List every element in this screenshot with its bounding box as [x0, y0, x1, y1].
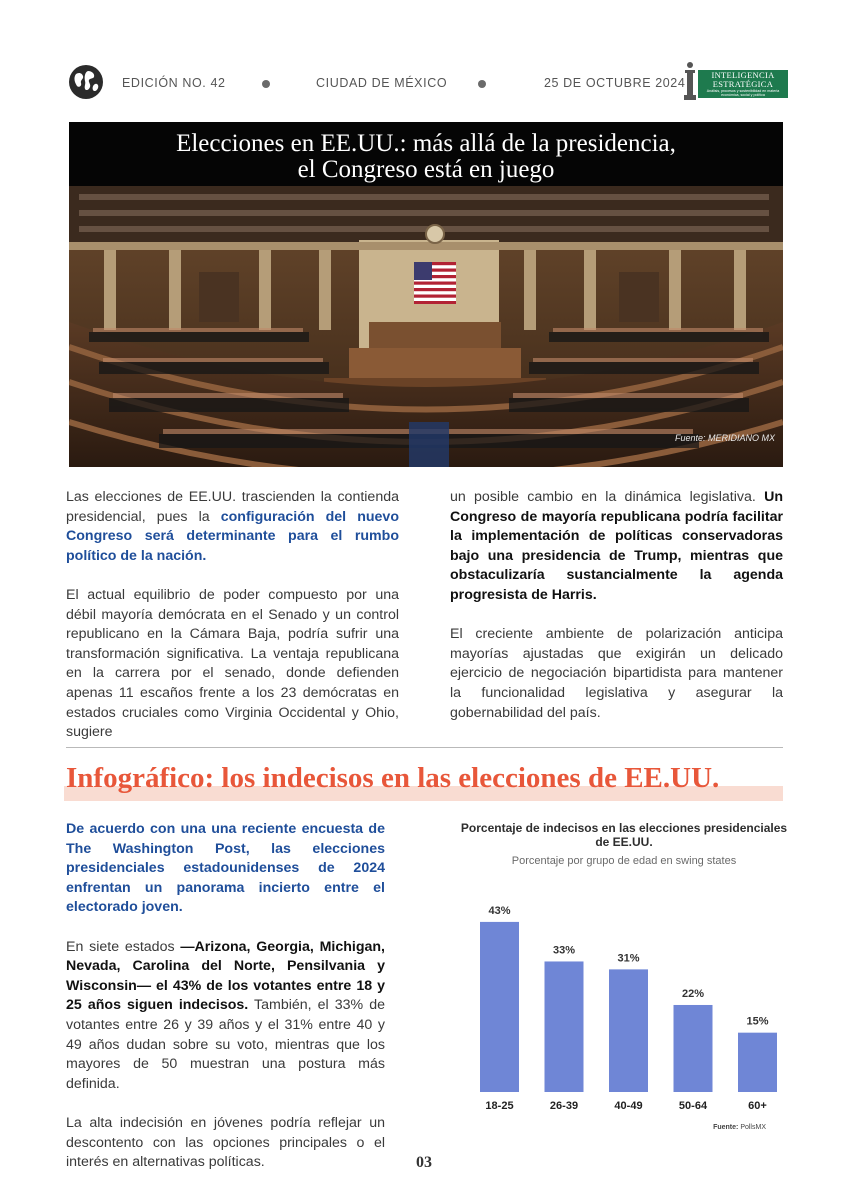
article-paragraph	[450, 488, 783, 606]
bar-18-25	[480, 922, 519, 1092]
logo-line-2: ESTRATÉGICA	[712, 78, 774, 89]
article-paragraph: El creciente ambiente de polarización anticipa mayorías ajustadas que exigirán un delicado ejercicio de negociación bipartidista para mantener la funcionalidad legislativa y asegurar la gobernabilidad del país.	[450, 626, 783, 721]
infographic-text	[66, 820, 385, 1192]
info-highlight: —Arizona, Georgia, Michigan, Nevada, Carolina del Norte, Pensilvania y Wisconsin— el 43% de los votantes entre 18 y 25 años siguen indecisos.	[66, 938, 385, 1014]
hero-title-line-1: Elecciones en EE.UU.: más allá de la presidencia,	[176, 130, 676, 157]
bar-60+	[738, 1033, 777, 1092]
date-label: 25 DE OCTUBRE 2024	[544, 76, 686, 90]
chart-source-label: Fuente:	[713, 1124, 739, 1131]
bar-40-49	[609, 969, 648, 1092]
article-column-left	[66, 488, 399, 762]
info-text: En siete estados	[66, 938, 181, 955]
infographic-paragraph: De acuerdo con una una reciente encuesta de The Washington Post, las elecciones presidenciales estadounidenses de 2024 enfrentan un panorama incierto entre el electorado joven.	[66, 821, 385, 916]
article-paragraph: El actual equilibrio de poder compuesto por una débil mayoría demócrata en el Senado y un control republicano en la Cámara Baja, podría sufrir una transformación significativa. La ventaja republicana en la carrera por el senado, donde defienden apenas 11 escaños frente a los 23 demócratas en estados cruciales como Virginia Occidental y Ohio, sugiere	[66, 586, 399, 741]
publication-logo	[684, 58, 788, 102]
chart-source	[713, 1124, 766, 1131]
bar-50-64	[674, 1005, 713, 1092]
page-number: 03	[416, 1154, 432, 1171]
article-column-right	[450, 488, 783, 743]
article-highlight: configuración del nuevo Congreso será determinante para el rumbo político de la nación.	[66, 508, 399, 564]
x-tick-label: 26-39	[549, 1100, 579, 1112]
logo-tagline: Análisis, procesos y sostenibilidad en materia económica, social y política	[706, 89, 780, 97]
hero-title-line-2: el Congreso está en juego	[297, 156, 555, 183]
bar-26-39	[545, 961, 584, 1092]
section-divider	[66, 747, 783, 748]
separator-dot	[262, 80, 270, 88]
bar-value-label: 15%	[746, 1015, 769, 1028]
logo-line-1: INTELIGENCIA	[711, 70, 775, 80]
article-text: Las elecciones de EE.UU. trascienden la contienda presidencial, pues la	[66, 489, 399, 525]
hero-image	[69, 122, 783, 467]
infographic-title: Infográfico: los indecisos en las elecciones de EE.UU.	[66, 762, 720, 794]
bar-value-label: 43%	[488, 904, 511, 917]
bar-value-label: 31%	[617, 952, 640, 965]
separator-dot	[478, 80, 486, 88]
globe-icon	[68, 64, 104, 100]
chart-plot	[460, 815, 788, 1140]
undecided-voters-chart	[460, 815, 788, 1140]
chart-source-name: PollsMX	[740, 1124, 766, 1131]
bar-value-label: 33%	[552, 944, 576, 957]
info-text: También, el 33% de votantes entre 26 y 39 años y el 31% entre 40 y 49 años dudan sobre su voto, mientras que los mayores de 50 muestran una postura más definida.	[66, 997, 385, 1092]
x-tick-label: 60+	[748, 1100, 767, 1112]
image-credit: Fuente: MERIDIANO MX	[674, 433, 775, 443]
x-tick-label: 18-25	[485, 1100, 514, 1112]
logo-badge	[698, 70, 788, 98]
x-tick-label: 50-64	[678, 1100, 708, 1112]
infographic-paragraph: La alta indecisión en jóvenes podría reflejar un descontento con las opciones principales o el interés en alternativas políticas.	[66, 1114, 385, 1171]
hero-title	[69, 122, 783, 186]
pillar-icon	[684, 62, 696, 100]
article-paragraph	[66, 488, 399, 566]
article-text: un posible cambio en la dinámica legislativa.	[450, 489, 765, 505]
chart-subtitle: Porcentaje por grupo de edad en swing states	[511, 855, 737, 867]
edition-label: EDICIÓN NO. 42	[122, 76, 226, 90]
bar-value-label: 22%	[681, 987, 705, 1000]
article-highlight: Un Congreso de mayoría republicana podría facilitar la implementación de políticas conservadoras bajo una presidencia de Trump, mientras que obstaculizaría sustancialmente la agenda progresista de Harris.	[450, 489, 783, 603]
x-tick-label: 40-49	[614, 1100, 643, 1112]
page-header	[66, 58, 788, 108]
chart-title: Porcentaje de indecisos en las elecciones presidenciales de EE.UU.	[460, 821, 788, 849]
infographic-paragraph	[66, 938, 385, 1095]
city-label: CIUDAD DE MÉXICO	[316, 76, 448, 90]
